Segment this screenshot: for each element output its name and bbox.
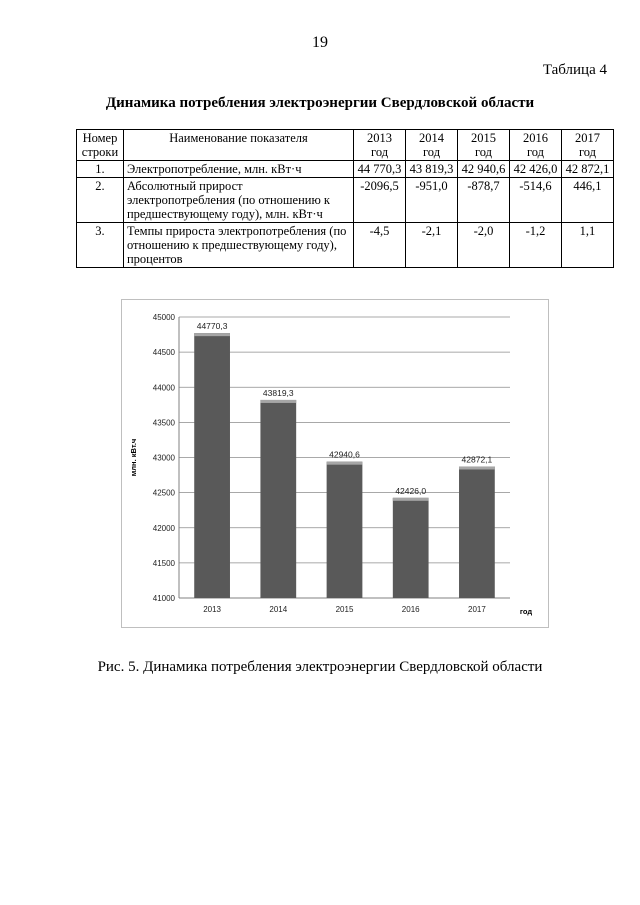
bar-cap xyxy=(327,462,363,465)
row-value: -2,0 xyxy=(458,223,510,268)
row-value: 43 819,3 xyxy=(406,161,458,178)
bar xyxy=(327,462,363,598)
y-tick-label: 43500 xyxy=(152,418,175,428)
row-name: Электропотребление, млн. кВт·ч xyxy=(123,161,353,178)
y-tick-label: 44000 xyxy=(152,383,175,393)
y-tick-label: 41500 xyxy=(152,558,175,568)
bar xyxy=(194,333,230,598)
x-tick-label: 2013 xyxy=(203,605,221,614)
row-value: -878,7 xyxy=(458,178,510,223)
y-tick-label: 42500 xyxy=(152,488,175,498)
header-year-2016: 2016 год xyxy=(510,130,562,161)
row-name: Темпы прироста электропотребления (по отношению к предшествующему году), процентов xyxy=(123,223,353,268)
x-tick-label: 2015 xyxy=(335,605,354,614)
header-year-2013: 2013 год xyxy=(354,130,406,161)
y-tick-label: 45000 xyxy=(152,313,175,322)
data-label: 44770,3 xyxy=(196,321,228,332)
header-year-2015: 2015 год xyxy=(458,130,510,161)
row-number: 1. xyxy=(77,161,124,178)
bar-cap xyxy=(459,466,495,469)
table-label: Таблица 4 xyxy=(542,62,607,78)
x-tick-label: 2016 xyxy=(401,605,420,614)
row-value: 446,1 xyxy=(561,178,613,223)
bar-cap xyxy=(194,333,230,336)
row-number: 3. xyxy=(77,223,124,268)
bar xyxy=(260,400,296,598)
x-axis-title: год xyxy=(519,607,533,616)
row-value: 42 872,1 xyxy=(561,161,613,178)
bar-cap xyxy=(260,400,296,403)
y-tick-label: 42000 xyxy=(152,523,175,533)
data-label: 42426,0 xyxy=(395,485,427,496)
header-name: Наименование показателя xyxy=(123,130,353,161)
table-row xyxy=(77,223,614,268)
bar xyxy=(393,498,429,598)
row-name: Абсолютный прирост электропотребления (по отношению к предшествующему году), млн. кВт·ч xyxy=(123,178,353,223)
row-value: 42 940,6 xyxy=(458,161,510,178)
figure-caption: Рис. 5. Динамика потребления электроэнергии Свердловской области xyxy=(97,659,543,675)
bar xyxy=(459,466,495,598)
header-number: Номер строки xyxy=(77,130,124,161)
document-title: Динамика потребления электроэнергии Свердловской области xyxy=(105,95,535,111)
row-value: 42 426,0 xyxy=(510,161,562,178)
data-label: 43819,3 xyxy=(262,387,294,398)
bar-chart xyxy=(122,300,548,627)
table-header-row xyxy=(77,130,614,161)
row-value: -2096,5 xyxy=(354,178,406,223)
chart-frame xyxy=(121,299,549,628)
row-number: 2. xyxy=(77,178,124,223)
bar-cap xyxy=(393,498,429,501)
row-value: -514,6 xyxy=(510,178,562,223)
data-label: 42872,1 xyxy=(461,454,493,465)
data-table xyxy=(76,129,614,268)
row-value: 44 770,3 xyxy=(354,161,406,178)
row-value: -4,5 xyxy=(354,223,406,268)
page-number: 19 xyxy=(312,34,328,51)
y-axis-title: млн. кВт.ч xyxy=(129,438,138,477)
row-value: -1,2 xyxy=(510,223,562,268)
header-year-2014: 2014 год xyxy=(406,130,458,161)
y-tick-label: 44500 xyxy=(152,348,175,358)
y-tick-label: 43000 xyxy=(152,453,175,463)
row-value: 1,1 xyxy=(561,223,613,268)
data-label: 42940,6 xyxy=(329,449,360,460)
table-row xyxy=(77,161,614,178)
row-value: -2,1 xyxy=(406,223,458,268)
x-tick-label: 2014 xyxy=(269,605,288,614)
x-tick-label: 2017 xyxy=(468,605,486,614)
row-value: -951,0 xyxy=(406,178,458,223)
header-year-2017: 2017 год xyxy=(561,130,613,161)
table-row xyxy=(77,178,614,223)
y-tick-label: 41000 xyxy=(152,594,175,603)
